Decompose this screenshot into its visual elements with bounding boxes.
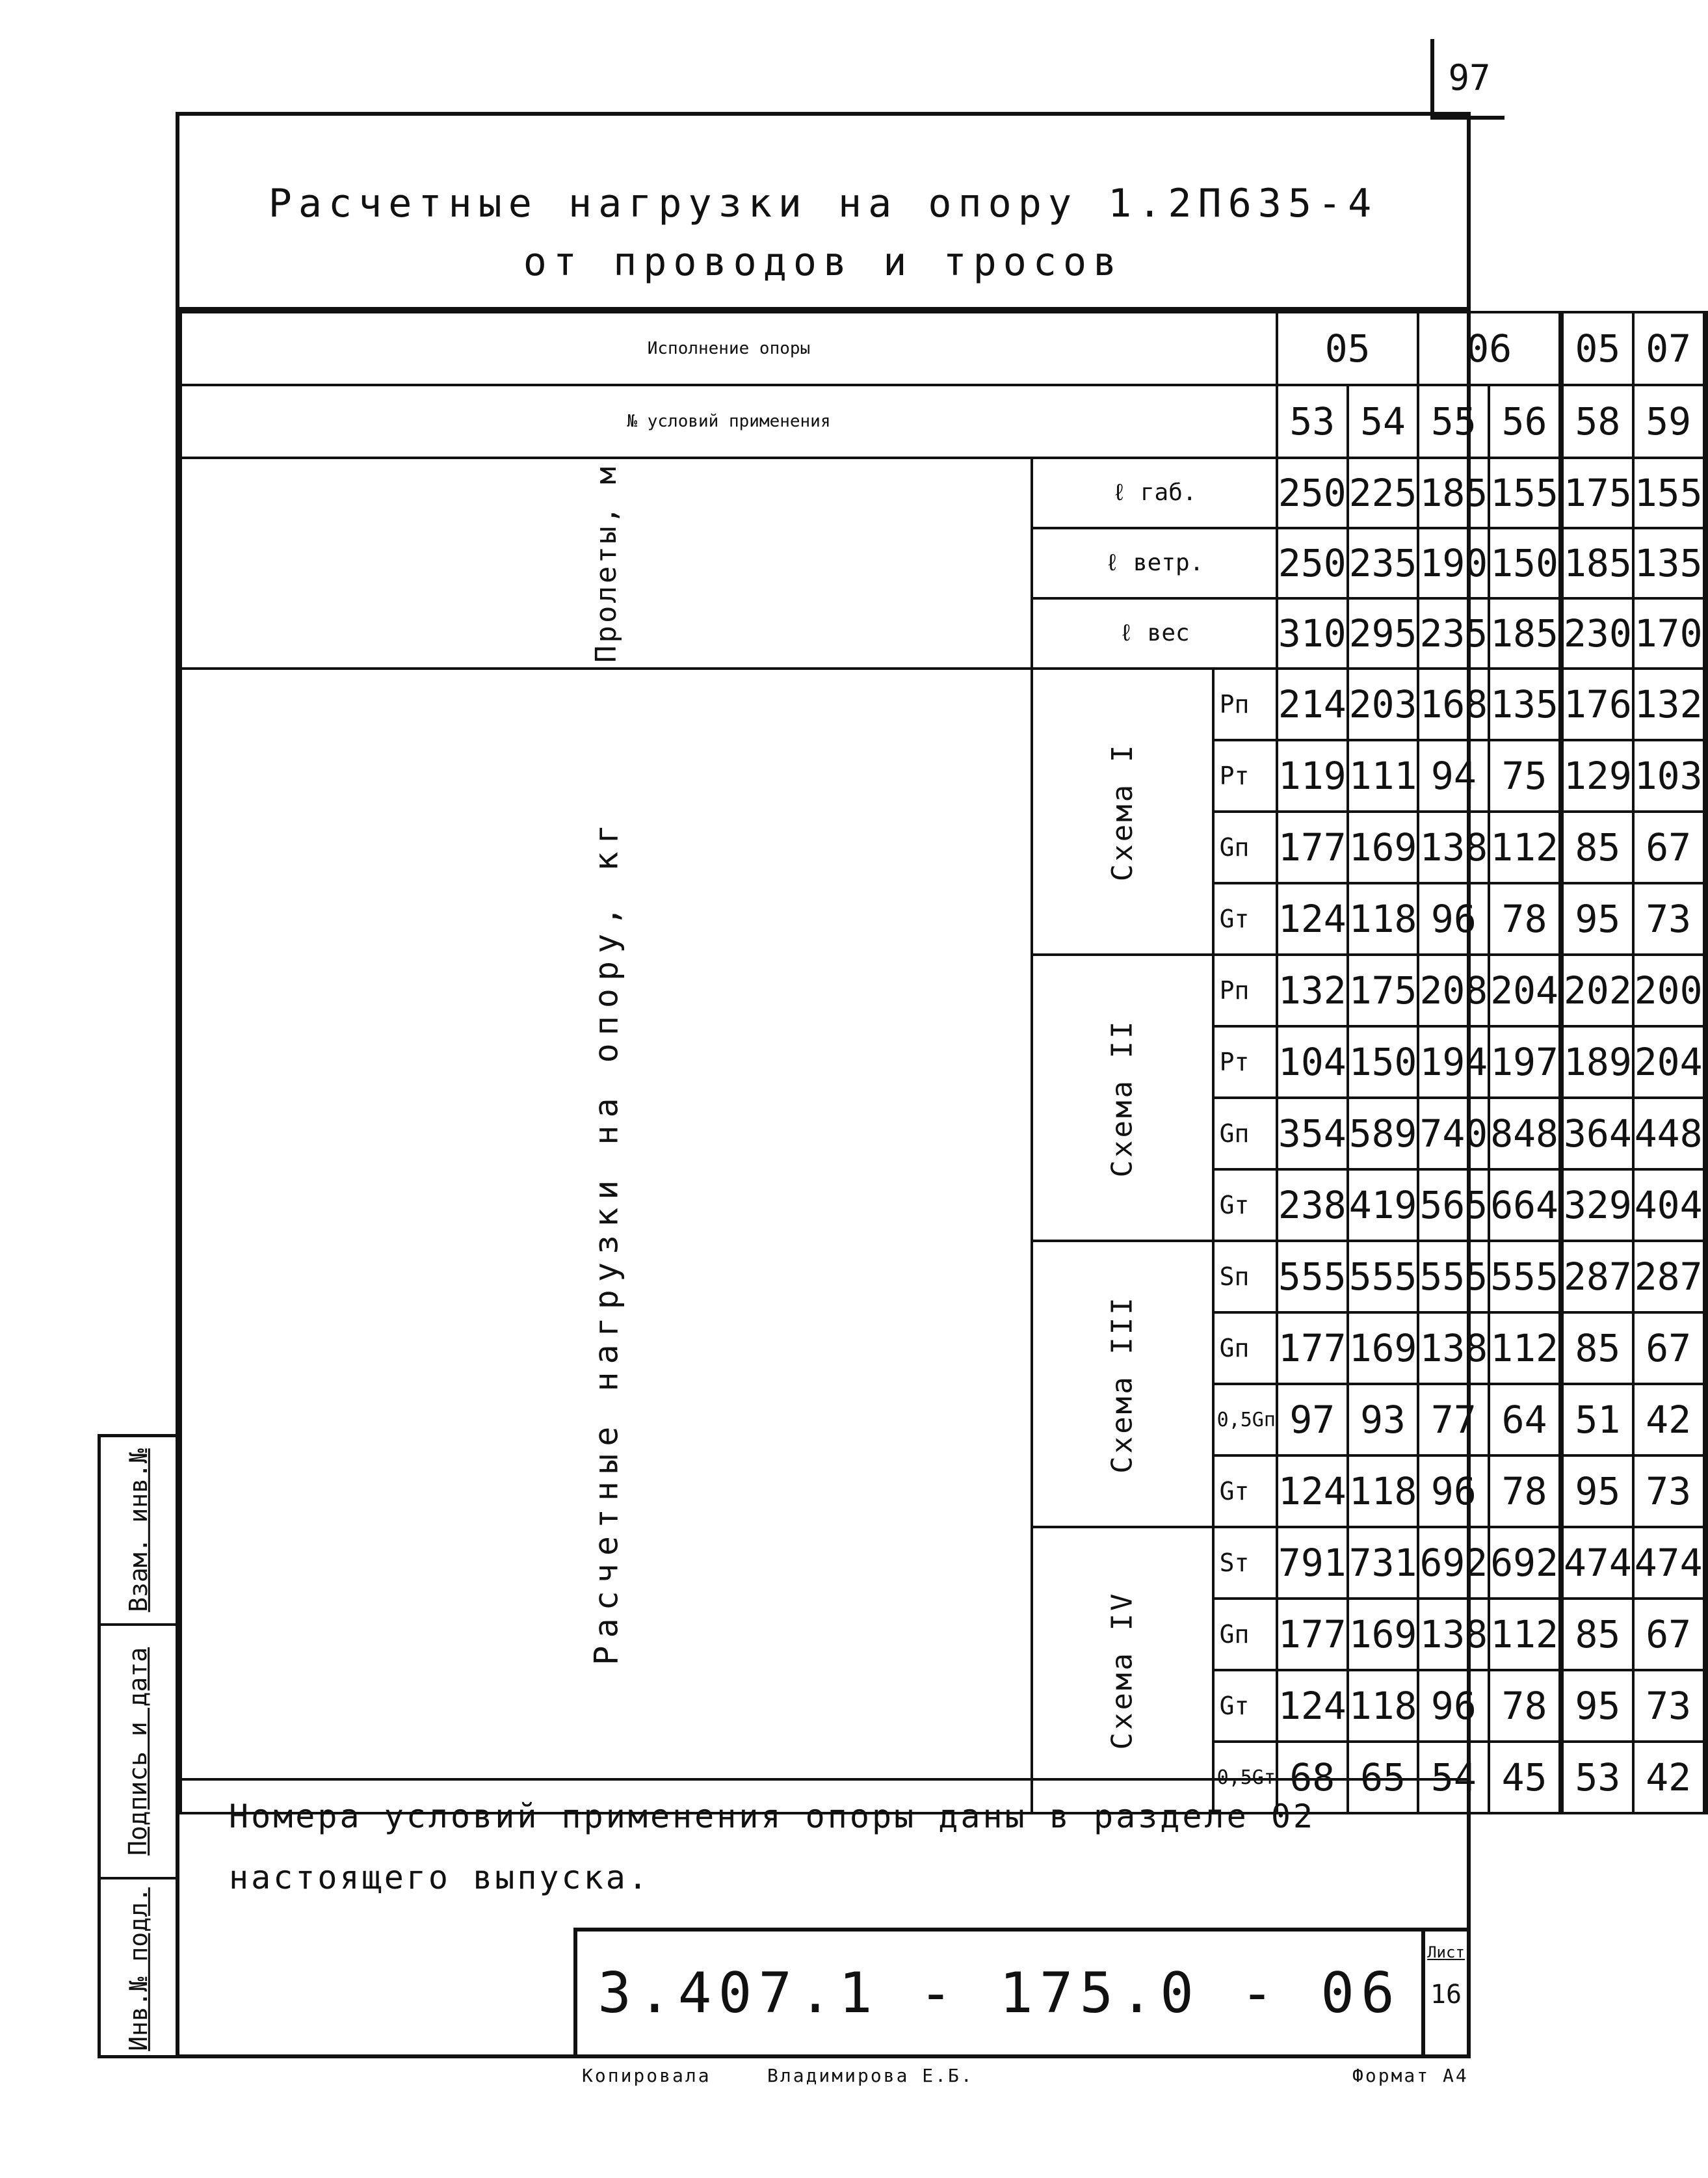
title-stamp — [179, 1928, 1467, 2054]
value-cell — [1704, 1241, 1707, 1312]
value-cell: 287 — [1633, 1241, 1704, 1312]
vzam-inv-cell — [101, 1437, 176, 1626]
table-row — [181, 669, 1707, 740]
value-cell: 692 — [1489, 1527, 1560, 1599]
value-cell — [1704, 1312, 1707, 1384]
value-cell: 96 — [1418, 883, 1489, 955]
value-cell: 94 — [1418, 740, 1489, 812]
loads-group-label — [181, 669, 1032, 1813]
load-row-label: Gп — [1213, 1098, 1277, 1169]
value-cell: 112 — [1489, 1599, 1560, 1670]
loads-group-label-text: Расчетные нагрузки на опору, кг — [587, 816, 625, 1666]
span-row-label: ℓ габ. — [1032, 458, 1277, 528]
value-cell: 250 — [1277, 528, 1348, 598]
value-cell: 135 — [1633, 528, 1704, 598]
load-row-label: Gт — [1213, 1169, 1277, 1241]
value-cell: 97 — [1277, 1384, 1348, 1455]
value-cell — [1704, 1670, 1707, 1742]
scheme-label — [1032, 1527, 1213, 1813]
load-table — [179, 311, 1708, 1814]
span-row-label: ℓ ветр. — [1032, 528, 1277, 598]
value-cell — [1704, 1026, 1707, 1098]
side-stamp — [98, 1434, 176, 2058]
scheme-label-text: Схема II — [1105, 1018, 1139, 1177]
value-cell: 555 — [1418, 1241, 1489, 1312]
value-cell: 124 — [1277, 883, 1348, 955]
value-cell: 177 — [1277, 1599, 1348, 1670]
scheme-label-wrap — [1033, 1294, 1211, 1474]
value-cell: 138 — [1418, 1312, 1489, 1384]
value-cell: 96 — [1418, 1670, 1489, 1742]
value-cell: 448 — [1633, 1098, 1704, 1169]
value-cell: 175 — [1562, 458, 1633, 528]
condition-cell: 55 — [1418, 385, 1489, 458]
signature-date-cell — [101, 1626, 176, 1879]
load-row-label: Sп — [1213, 1241, 1277, 1312]
value-cell: 150 — [1489, 528, 1560, 598]
value-cell: 203 — [1348, 669, 1419, 740]
value-cell — [1704, 1098, 1707, 1169]
span-row-label: ℓ вес — [1032, 598, 1277, 669]
value-cell: 138 — [1418, 812, 1489, 883]
value-cell: 474 — [1562, 1527, 1633, 1599]
scheme-label — [1032, 1241, 1213, 1527]
value-cell: 78 — [1489, 1670, 1560, 1742]
value-cell: 214 — [1277, 669, 1348, 740]
value-cell: 404 — [1633, 1169, 1704, 1241]
value-cell: 118 — [1348, 883, 1419, 955]
value-cell: 419 — [1348, 1169, 1419, 1241]
span-group-label — [181, 458, 1032, 669]
value-cell: 112 — [1489, 1312, 1560, 1384]
value-cell — [1704, 1599, 1707, 1670]
value-cell: 124 — [1277, 1455, 1348, 1527]
value-cell: 93 — [1348, 1384, 1419, 1455]
note-line-2: настоящего выпуска. — [229, 1859, 650, 1896]
load-row-label: Gп — [1213, 1599, 1277, 1670]
table-row — [181, 312, 1707, 385]
document-code: 3.407.1 - 175.0 - 06 — [573, 1928, 1425, 2054]
value-cell: 77 — [1418, 1384, 1489, 1455]
value-cell: 124 — [1277, 1670, 1348, 1742]
value-cell: 791 — [1277, 1527, 1348, 1599]
value-cell: 197 — [1489, 1026, 1560, 1098]
value-cell: 204 — [1489, 955, 1560, 1026]
value-cell: 64 — [1489, 1384, 1560, 1455]
value-cell — [1704, 1742, 1707, 1813]
condition-cell: 59 — [1633, 385, 1704, 458]
value-cell: 67 — [1633, 1312, 1704, 1384]
value-cell: 555 — [1348, 1241, 1419, 1312]
value-cell: 67 — [1633, 812, 1704, 883]
value-cell — [1704, 740, 1707, 812]
value-cell: 848 — [1489, 1098, 1560, 1169]
value-cell: 664 — [1489, 1169, 1560, 1241]
value-cell: 118 — [1348, 1455, 1419, 1527]
value-cell: 202 — [1562, 955, 1633, 1026]
condition-cell: 58 — [1562, 385, 1633, 458]
value-cell — [1704, 669, 1707, 740]
value-cell — [1704, 458, 1707, 528]
value-cell: 95 — [1562, 1455, 1633, 1527]
scheme-label-wrap — [1033, 1018, 1211, 1177]
value-cell: 118 — [1348, 1670, 1419, 1742]
value-cell: 230 — [1562, 598, 1633, 669]
value-cell — [1704, 1169, 1707, 1241]
load-row-label: Gт — [1213, 1670, 1277, 1742]
signature-date-label: Подпись и дата — [124, 1647, 153, 1856]
value-cell: 310 — [1277, 598, 1348, 669]
value-cell: 354 — [1277, 1098, 1348, 1169]
load-row-label: Pп — [1213, 669, 1277, 740]
load-row-label: Pт — [1213, 1026, 1277, 1098]
sheet-box — [1425, 1928, 1467, 2054]
table-row — [181, 385, 1707, 458]
value-cell: 364 — [1562, 1098, 1633, 1169]
value-cell: 95 — [1562, 1670, 1633, 1742]
value-cell: 68 — [1277, 1742, 1348, 1813]
value-cell: 119 — [1277, 740, 1348, 812]
value-cell: 75 — [1489, 740, 1560, 812]
value-cell: 295 — [1348, 598, 1419, 669]
title-block — [179, 116, 1467, 311]
loads-group-label-wrap — [182, 816, 1031, 1666]
value-cell: 85 — [1562, 1599, 1633, 1670]
scheme-label — [1032, 669, 1213, 955]
value-cell: 65 — [1348, 1742, 1419, 1813]
value-cell: 73 — [1633, 883, 1704, 955]
copied-label: Копировала — [582, 2065, 711, 2086]
load-row-label: Pп — [1213, 955, 1277, 1026]
scheme-label-text: Схема I — [1105, 742, 1139, 881]
header-execution-label: Исполнение опоры — [181, 312, 1277, 385]
value-cell — [1704, 1384, 1707, 1455]
value-cell: 235 — [1348, 528, 1419, 598]
execution-cell — [1704, 312, 1707, 385]
value-cell: 589 — [1348, 1098, 1419, 1169]
value-cell: 45 — [1489, 1742, 1560, 1813]
value-cell: 555 — [1489, 1241, 1560, 1312]
value-cell: 95 — [1562, 883, 1633, 955]
value-cell: 73 — [1633, 1670, 1704, 1742]
value-cell: 85 — [1562, 812, 1633, 883]
value-cell: 176 — [1562, 669, 1633, 740]
inv-podl-label: Инв.№ подл. — [124, 1887, 153, 2051]
condition-cell: 53 — [1277, 385, 1348, 458]
value-cell: 111 — [1348, 740, 1419, 812]
execution-cell: 07 — [1633, 312, 1704, 385]
value-cell: 85 — [1562, 1312, 1633, 1384]
value-cell: 168 — [1418, 669, 1489, 740]
value-cell: 740 — [1418, 1098, 1489, 1169]
sheet-number: 16 — [1430, 1980, 1462, 2010]
load-row-label: Pт — [1213, 740, 1277, 812]
value-cell: 67 — [1633, 1599, 1704, 1670]
value-cell: 177 — [1277, 1312, 1348, 1384]
value-cell: 155 — [1489, 458, 1560, 528]
value-cell — [1704, 955, 1707, 1026]
value-cell: 169 — [1348, 812, 1419, 883]
value-cell: 194 — [1418, 1026, 1489, 1098]
condition-cell — [1704, 385, 1707, 458]
vzam-inv-label: Взам. инв.№ — [124, 1448, 153, 1612]
scheme-label — [1032, 955, 1213, 1241]
value-cell: 169 — [1348, 1599, 1419, 1670]
load-row-label: Gп — [1213, 812, 1277, 883]
value-cell: 53 — [1562, 1742, 1633, 1813]
value-cell — [1704, 883, 1707, 955]
page-number: 97 — [1430, 39, 1504, 120]
value-cell: 170 — [1633, 598, 1704, 669]
value-cell — [1704, 812, 1707, 883]
value-cell: 103 — [1633, 740, 1704, 812]
note-area — [179, 1778, 1467, 1928]
value-cell: 250 — [1277, 458, 1348, 528]
value-cell: 185 — [1489, 598, 1560, 669]
value-cell: 150 — [1348, 1026, 1419, 1098]
condition-cell: 56 — [1489, 385, 1560, 458]
value-cell: 54 — [1418, 1742, 1489, 1813]
sheet-label: Лист — [1427, 1943, 1465, 1961]
note-line-1: Номера условий применения опоры даны в разделе 02 — [229, 1798, 1316, 1835]
value-cell: 185 — [1562, 528, 1633, 598]
header-conditions-label: № условий применения — [181, 385, 1277, 458]
value-cell: 190 — [1418, 528, 1489, 598]
condition-cell: 54 — [1348, 385, 1419, 458]
value-cell: 155 — [1633, 458, 1704, 528]
span-group-label-text: Пролеты, м — [590, 464, 624, 663]
load-row-label: Gт — [1213, 883, 1277, 955]
execution-cell: 05 — [1562, 312, 1633, 385]
value-cell: 42 — [1633, 1384, 1704, 1455]
value-cell: 225 — [1348, 458, 1419, 528]
scheme-label-text: Схема IV — [1105, 1591, 1139, 1749]
value-cell: 42 — [1633, 1742, 1704, 1813]
value-cell: 135 — [1489, 669, 1560, 740]
value-cell: 132 — [1277, 955, 1348, 1026]
value-cell: 78 — [1489, 883, 1560, 955]
value-cell: 235 — [1418, 598, 1489, 669]
value-cell: 73 — [1633, 1455, 1704, 1527]
scheme-label-wrap — [1033, 1591, 1211, 1749]
value-cell: 175 — [1348, 955, 1419, 1026]
value-cell: 692 — [1418, 1527, 1489, 1599]
value-cell: 731 — [1348, 1527, 1419, 1599]
value-cell: 96 — [1418, 1455, 1489, 1527]
value-cell: 555 — [1277, 1241, 1348, 1312]
title-line-2: от проводов и тросов — [523, 239, 1123, 285]
value-cell: 474 — [1633, 1527, 1704, 1599]
value-cell — [1704, 598, 1707, 669]
value-cell: 132 — [1633, 669, 1704, 740]
value-cell: 189 — [1562, 1026, 1633, 1098]
span-group-label-wrap — [182, 464, 1031, 663]
value-cell — [1704, 1527, 1707, 1599]
execution-cell: 06 — [1418, 312, 1560, 385]
value-cell: 104 — [1277, 1026, 1348, 1098]
value-cell: 78 — [1489, 1455, 1560, 1527]
value-cell: 238 — [1277, 1169, 1348, 1241]
value-cell: 565 — [1418, 1169, 1489, 1241]
value-cell: 204 — [1633, 1026, 1704, 1098]
load-row-label: Gп — [1213, 1312, 1277, 1384]
value-cell: 287 — [1562, 1241, 1633, 1312]
value-cell: 208 — [1418, 955, 1489, 1026]
value-cell — [1704, 528, 1707, 598]
value-cell: 200 — [1633, 955, 1704, 1026]
table-row — [181, 458, 1707, 528]
value-cell: 177 — [1277, 812, 1348, 883]
value-cell: 51 — [1562, 1384, 1633, 1455]
value-cell: 169 — [1348, 1312, 1419, 1384]
load-row-label: 0,5Gп — [1213, 1384, 1277, 1455]
scheme-label-text: Схема III — [1105, 1294, 1139, 1474]
copier-name: Владимирова Е.Б. — [767, 2065, 974, 2086]
format-label: Формат А4 — [1352, 2065, 1469, 2086]
value-cell: 129 — [1562, 740, 1633, 812]
scheme-label-wrap — [1033, 742, 1211, 881]
value-cell: 329 — [1562, 1169, 1633, 1241]
inv-podl-cell — [101, 1879, 176, 2058]
value-cell: 138 — [1418, 1599, 1489, 1670]
title-line-1: Расчетные нагрузки на опору 1.2П635-4 — [268, 181, 1378, 226]
execution-cell: 05 — [1277, 312, 1419, 385]
value-cell: 112 — [1489, 812, 1560, 883]
load-row-label: Sт — [1213, 1527, 1277, 1599]
value-cell: 185 — [1418, 458, 1489, 528]
load-row-label: Gт — [1213, 1455, 1277, 1527]
load-row-label: 0,5Gт — [1213, 1742, 1277, 1813]
value-cell — [1704, 1455, 1707, 1527]
